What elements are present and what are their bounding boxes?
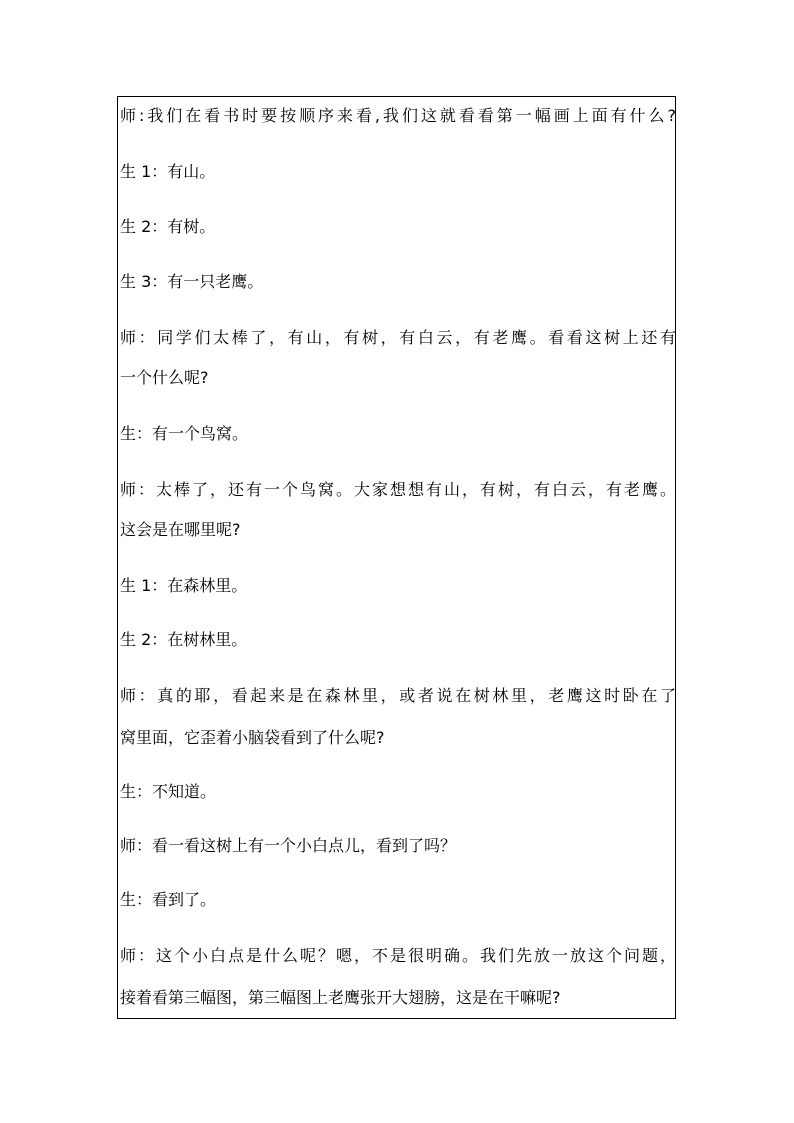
text-line: 生 2：在树林里。 <box>120 630 248 649</box>
text-line: 师：太棒了，还有一个鸟窝。大家想想有山，有树，有白云，有老鹰。 <box>120 480 676 499</box>
text-line: 生：不知道。 <box>120 782 217 801</box>
text-line: 接着看第三幅图，第三幅图上老鹰张开大翅膀，这是在干嘛呢? <box>120 988 561 1007</box>
text-line: 生 3：有一只老鹰。 <box>120 272 264 291</box>
text-line: 生 1：有山。 <box>120 162 216 181</box>
text-line: 生 2：有树。 <box>120 217 216 236</box>
text-line: 师：同学们太棒了，有山，有树，有白云，有老鹰。看看这树上还有 <box>120 328 676 347</box>
text-line: 这会是在哪里呢? <box>120 520 241 539</box>
text-line: 生：看到了。 <box>120 890 217 909</box>
text-line: 师：这个小白点是什么呢？嗯，不是很明确。我们先放一放这个问题， <box>120 946 676 965</box>
text-line: 窝里面，它歪着小脑袋看到了什么呢? <box>120 728 385 747</box>
text-line: 生 1：在森林里。 <box>120 576 248 595</box>
text-line: 师:我们在看书时要按顺序来看,我们这就看看第一幅画上面有什么? <box>120 106 676 125</box>
text-line: 生：有一个鸟窝。 <box>120 424 249 443</box>
text-line: 一个什么呢? <box>120 368 209 387</box>
text-line: 师：看一看这树上有一个小白点儿，看到了吗？ <box>120 836 457 855</box>
text-line: 师：真的耶，看起来是在森林里，或者说在树林里，老鹰这时卧在了 <box>120 686 676 705</box>
